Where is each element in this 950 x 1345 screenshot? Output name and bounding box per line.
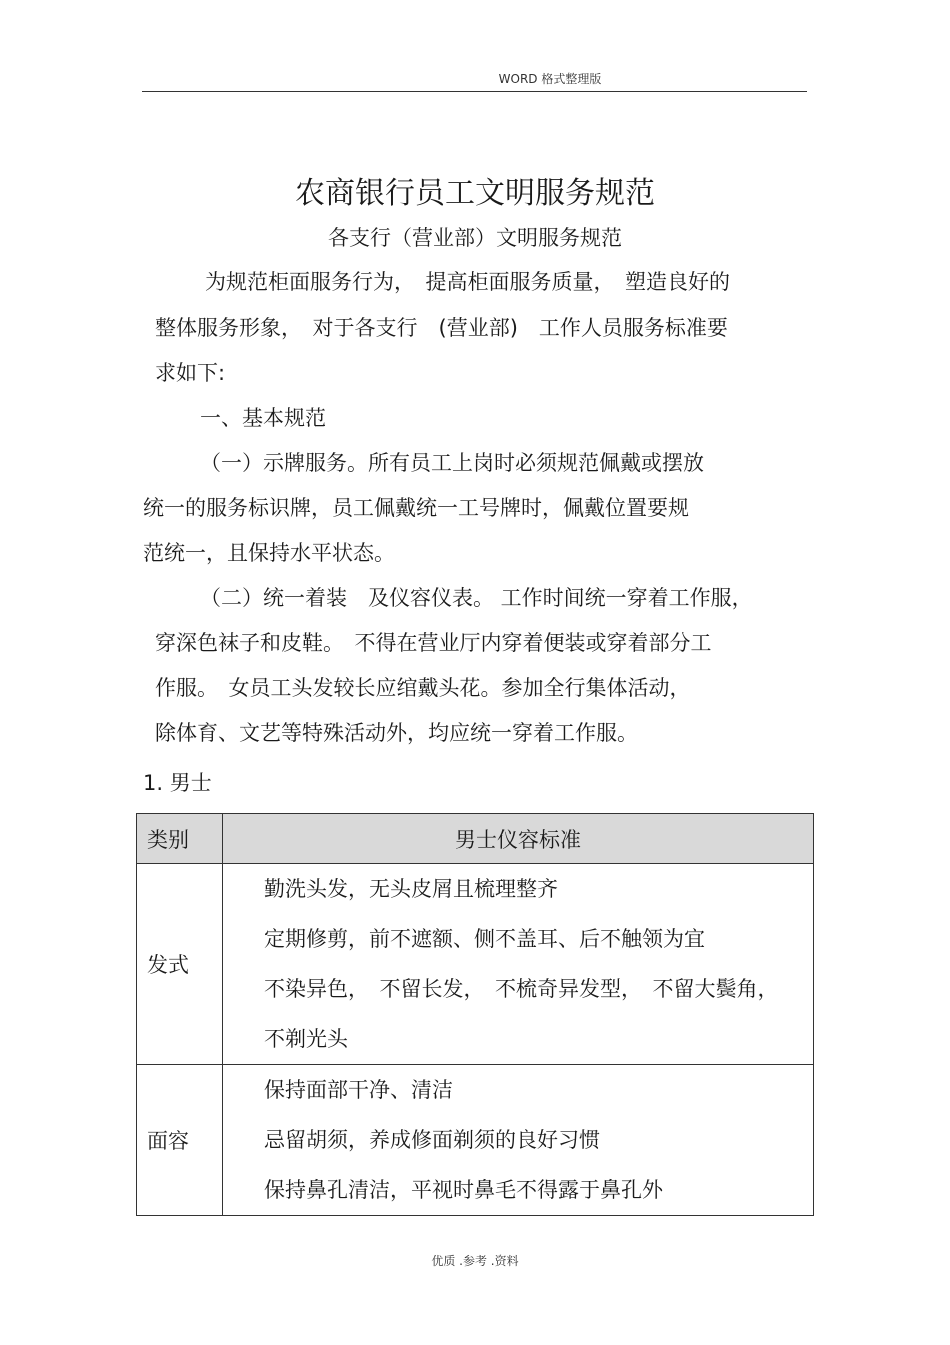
intro-line-2: 整体服务形象， 对于各支行 (营业部) 工作人员服务标准要	[155, 316, 728, 340]
intro-line-1: 为规范柜面服务行为， 提高柜面服务质量， 塑造良好的	[205, 270, 730, 294]
face-standard-3: 保持鼻孔清洁，平视时鼻毛不得露于鼻孔外	[264, 1178, 663, 1202]
men-heading: 1. 男士	[143, 771, 212, 795]
table-row-hair	[137, 864, 814, 1065]
hair-standard-3: 不染异色， 不留长发， 不梳奇异发型， 不留大鬓角，	[264, 977, 779, 1001]
document-subtitle: 各支行（营业部）文明服务规范	[328, 226, 622, 250]
item-two-line-4: 除体育、文艺等特殊活动外，均应统一穿着工作服。	[155, 721, 638, 745]
standards-hair	[223, 864, 814, 1065]
item-two-line-3: 作服。 女员工头发较长应绾戴头花。参加全行集体活动，	[155, 676, 691, 700]
standards-face	[223, 1065, 814, 1216]
header-rule	[142, 91, 807, 92]
item-two-line-2: 穿深色袜子和皮鞋。 不得在营业厅内穿着便装或穿着部分工	[155, 631, 712, 655]
category-face: 面容	[137, 1065, 223, 1216]
hair-standard-1: 勤洗头发，无头皮屑且梳理整齐	[264, 877, 558, 901]
hair-standard-4: 不剃光头	[264, 1027, 348, 1051]
face-standard-2: 忌留胡须，养成修面剃须的良好习惯	[264, 1128, 600, 1152]
table-row-face	[137, 1065, 814, 1216]
item-one-line-3: 范统一，且保持水平状态。	[143, 541, 395, 565]
item-one-line-2: 统一的服务标识牌，员工佩戴统一工号牌时，佩戴位置要规	[143, 496, 689, 520]
page-header: WORD 格式整理版	[498, 72, 602, 86]
category-hair: 发式	[137, 864, 223, 1065]
hair-standard-2: 定期修剪，前不遮额、侧不盖耳、后不触领为宜	[264, 927, 705, 951]
item-one-line-1: （一）示牌服务。所有员工上岗时必须规范佩戴或摆放	[200, 451, 704, 475]
men-grooming-table	[136, 813, 814, 1216]
document-title: 农商银行员工文明服务规范	[295, 176, 655, 211]
header-standard: 男士仪容标准	[223, 814, 814, 864]
header-category: 类别	[137, 814, 223, 864]
item-two-line-1: （二）统一着装 及仪容仪表。 工作时间统一穿着工作服，	[200, 586, 753, 610]
page-footer: 优质 .参考 .资料	[431, 1254, 519, 1268]
face-standard-1: 保持面部干净、清洁	[264, 1078, 453, 1102]
table-header-row	[137, 814, 814, 864]
section-heading-basic: 一、基本规范	[200, 406, 326, 430]
intro-line-3: 求如下:	[155, 361, 226, 385]
